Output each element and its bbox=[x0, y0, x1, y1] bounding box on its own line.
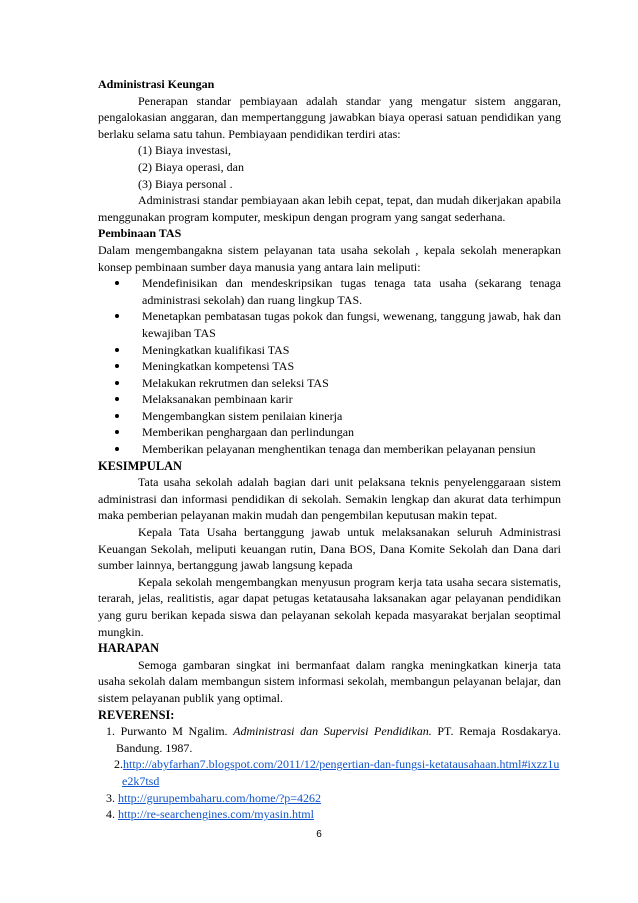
reference-author: Purwanto M Ngalim. bbox=[120, 724, 228, 739]
section-heading-harapan: HARAPAN bbox=[98, 641, 160, 656]
reference-item bbox=[98, 756, 561, 789]
reference-link[interactable]: http://re-searchengines.com/myasin.html bbox=[118, 807, 314, 822]
section-heading-referensi: REVERENSI: bbox=[98, 707, 175, 722]
list-item bbox=[98, 424, 561, 441]
reference-link[interactable]: http://abyfarhan7.blogspot.com/2011/12/pengertian-dan-fungsi-ketatausahaan.html#ixzz1ue2k7tsd bbox=[122, 757, 560, 788]
reference-item bbox=[98, 806, 561, 823]
list-item-text: Menetapkan pembatasan tugas pokok dan fungsi, wewenang, tanggung jawab, hak dan kewajiban TAS bbox=[142, 309, 561, 340]
paragraph: Kepala Tata Usaha bertanggung jawab untuk melaksanakan seluruh Administrasi Keuangan Sekolah, meliputi keuangan rutin, Dana BOS, Dana Komite Sekolah dan Dana dari sumber lainnya, bertanggung jawab langsung kepada bbox=[98, 525, 561, 573]
list-item bbox=[98, 308, 561, 341]
paragraph: Dalam mengembangakna sistem pelayanan tata usaha sekolah , kepala sekolah menerapkan konsep pembinaan sumber daya manusia yang antara lain meliputi: bbox=[98, 242, 561, 274]
reference-number: 1. bbox=[106, 724, 115, 739]
list-item-text: Meningkatkan kualifikasi TAS bbox=[142, 342, 290, 357]
paragraph: Semoga gambaran singkat ini bermanfaat dalam rangka meningkatkan kinerja tata usaha sekolah dalam membangun sistem informasi sekolah, membangun pelayanan belajar, dan sistem pelayanan publik yang optimal. bbox=[98, 657, 561, 705]
paragraph: Administrasi standar pembiayaan akan lebih cepat, tepat, dan mudah dikerjakan apabila menggunakan program komputer, meskipun dengan program yang sangat sederhana. bbox=[98, 193, 561, 224]
section-heading-administrasi: Administrasi Keungan bbox=[98, 77, 215, 91]
paragraph: Kepala sekolah mengembangkan menyusun program kerja tata usaha secara sistematis, terarah, jelas, realitistis, agar dapat petugas ketatausaha laksanakan agar pelayanan pendidikan yang guru berikan kepada siswa dan pelayanan sekolah kepada masyarakat berjalan seoptimal mungkin. bbox=[98, 574, 561, 639]
bullet-icon bbox=[115, 314, 119, 318]
section-heading-kesimpulan: KESIMPULAN bbox=[98, 458, 182, 473]
list-item: (2) Biaya operasi, dan bbox=[138, 159, 244, 174]
bullet-icon bbox=[115, 397, 119, 401]
bullet-icon bbox=[115, 381, 119, 385]
reference-item bbox=[98, 790, 561, 807]
list-item: (1) Biaya investasi, bbox=[138, 143, 231, 158]
list-item bbox=[98, 342, 561, 359]
list-item-text: Mendefinisikan dan mendeskripsikan tugas tenaga tata usaha (sekarang tenaga administrasi sekolah) dan ruang lingkup TAS. bbox=[142, 276, 561, 307]
bullet-icon bbox=[115, 430, 119, 434]
list-item: (3) Biaya personal . bbox=[138, 176, 233, 191]
reference-item bbox=[98, 723, 561, 756]
reference-title: Administrasi dan Supervisi Pendidikan. bbox=[233, 724, 432, 739]
reference-publisher: PT. Remaja Rosdakarya. Bandung. 1987. bbox=[116, 724, 561, 755]
section-heading-pembinaan: Pembinaan TAS bbox=[98, 226, 182, 241]
reference-number: 3. bbox=[106, 790, 115, 805]
list-item bbox=[98, 358, 561, 375]
reference-number: 4. bbox=[106, 807, 115, 822]
bullet-icon bbox=[115, 414, 119, 418]
list-item bbox=[98, 441, 561, 458]
bullet-icon bbox=[115, 447, 119, 451]
list-item bbox=[98, 375, 561, 392]
paragraph: Tata usaha sekolah adalah bagian dari unit pelaksana teknis penyelenggaraan sistem administrasi dan informasi pendidikan di sekolah. Semakin lengkap dan akurat data terhimpun maka pemberian pelayanan makin mudah dan pengembilan keputusan makin tepat. bbox=[98, 475, 561, 523]
bullet-icon bbox=[115, 364, 119, 368]
bullet-list bbox=[98, 275, 561, 458]
list-item-text: Mengembangkan sistem penilaian kinerja bbox=[142, 408, 343, 423]
reference-number: 2. bbox=[114, 757, 123, 772]
list-item-text: Meningkatkan kompetensi TAS bbox=[142, 359, 295, 374]
list-item-text: Melakukan rekrutmen dan seleksi TAS bbox=[142, 375, 329, 390]
list-item-text: Melaksanakan pembinaan karir bbox=[142, 392, 293, 407]
reference-link[interactable]: http://gurupembaharu.com/home/?p=4262 bbox=[118, 790, 322, 805]
list-item-text: Memberikan penghargaan dan perlindungan bbox=[142, 425, 355, 440]
list-item bbox=[98, 275, 561, 308]
paragraph: Penerapan standar pembiayaan adalah standar yang mengatur sistem anggaran, pengalokasian anggaran, dan mempertanggung jawabkan biaya operasi satuan pendidikan yang berlaku selama satu tahun. Pembiayaan pendidikan terdiri atas: bbox=[98, 93, 561, 141]
list-item bbox=[98, 391, 561, 408]
page-content bbox=[98, 76, 561, 823]
bullet-icon bbox=[115, 348, 119, 352]
bullet-icon bbox=[115, 281, 119, 285]
list-item-text: Memberikan pelayanan menghentikan tenaga dan memberikan pelayanan pensiun bbox=[142, 442, 536, 457]
page-number: 6 bbox=[316, 829, 322, 840]
list-item bbox=[98, 408, 561, 425]
